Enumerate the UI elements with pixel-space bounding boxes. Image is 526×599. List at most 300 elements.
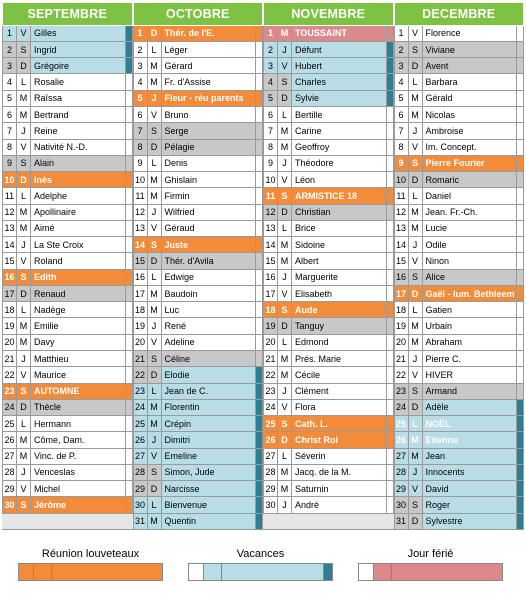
- vacation-flag: [126, 205, 133, 220]
- day-row: [2, 497, 133, 513]
- day-row: [2, 205, 133, 221]
- legend: [0, 547, 526, 587]
- saint-name: Thér. de l'E.: [162, 26, 257, 41]
- month-column-decembre: [394, 2, 525, 530]
- day-row: [2, 465, 133, 481]
- weekday-letter: S: [409, 42, 423, 57]
- saint-name: Venceslas: [31, 465, 126, 480]
- day-number: 28: [394, 465, 409, 480]
- saint-name: Renaud: [31, 286, 126, 301]
- day-number: 12: [2, 205, 17, 220]
- day-number: 2: [2, 42, 17, 57]
- vacation-flag: [517, 91, 524, 106]
- saint-name: Crépin: [162, 416, 257, 431]
- day-row: [263, 481, 394, 497]
- saint-name: Daniel: [423, 188, 518, 203]
- weekday-letter: D: [409, 514, 423, 529]
- saint-name: Urbain: [423, 318, 518, 333]
- day-row: [263, 497, 394, 513]
- saint-name: Alain: [31, 156, 126, 171]
- day-row: [133, 26, 264, 42]
- saint-name: André: [292, 497, 387, 512]
- day-number: 26: [2, 432, 17, 447]
- day-number: 20: [263, 335, 278, 350]
- day-number: 4: [394, 74, 409, 89]
- swatch-cell: [392, 564, 502, 580]
- saint-name: Matthieu: [31, 351, 126, 366]
- weekday-letter: L: [278, 107, 292, 122]
- swatch-cell: [359, 564, 374, 580]
- saint-name: Im. Concept.: [423, 140, 518, 155]
- day-number: 10: [133, 172, 148, 187]
- saint-name: Théodore: [292, 156, 387, 171]
- saint-name: Odile: [423, 237, 518, 252]
- day-row: [263, 237, 394, 253]
- saint-name: Charles: [292, 74, 387, 89]
- weekday-letter: M: [278, 237, 292, 252]
- saint-name: Gatien: [423, 302, 518, 317]
- day-number: 18: [133, 302, 148, 317]
- day-row: [133, 42, 264, 58]
- day-number: 15: [2, 253, 17, 268]
- weekday-letter: S: [17, 156, 31, 171]
- vacation-flag: [256, 123, 263, 138]
- saint-name: Geoffroy: [292, 140, 387, 155]
- day-number: 10: [263, 172, 278, 187]
- vacation-flag: [387, 351, 394, 366]
- day-row: [263, 26, 394, 42]
- saint-name: Elisabeth: [292, 286, 387, 301]
- vacation-flag: [517, 42, 524, 57]
- day-number: 26: [133, 432, 148, 447]
- day-row: [263, 351, 394, 367]
- day-row: [263, 205, 394, 221]
- vacation-flag: [517, 205, 524, 220]
- saint-name: Aude: [292, 302, 387, 317]
- day-row: [263, 74, 394, 90]
- day-number: 19: [394, 318, 409, 333]
- saint-name: Ambroise: [423, 123, 518, 138]
- vacation-flag: [387, 58, 394, 73]
- weekday-letter: D: [278, 318, 292, 333]
- day-row: [394, 188, 525, 204]
- vacation-flag: [256, 74, 263, 89]
- weekday-letter: D: [278, 91, 292, 106]
- day-number: 19: [133, 318, 148, 333]
- vacation-flag: [126, 172, 133, 187]
- legend-vacances-swatch: [188, 563, 333, 581]
- vacation-flag: [126, 253, 133, 268]
- saint-name: Dimitri: [162, 432, 257, 447]
- day-number: 14: [394, 237, 409, 252]
- day-row: [133, 400, 264, 416]
- vacation-flag: [256, 107, 263, 122]
- weekday-letter: V: [409, 140, 423, 155]
- vacation-flag: [517, 497, 524, 512]
- weekday-letter: D: [17, 286, 31, 301]
- day-row: [394, 318, 525, 334]
- day-row: [394, 172, 525, 188]
- weekday-letter: [278, 514, 292, 529]
- vacation-flag: [387, 318, 394, 333]
- weekday-letter: S: [409, 497, 423, 512]
- weekday-letter: L: [409, 302, 423, 317]
- swatch-cell: [52, 564, 162, 580]
- saint-name: Narcisse: [162, 481, 257, 496]
- weekday-letter: S: [278, 302, 292, 317]
- saint-name: Ninon: [423, 253, 518, 268]
- day-row: [263, 140, 394, 156]
- weekday-letter: S: [409, 156, 423, 171]
- vacation-flag: [517, 302, 524, 317]
- weekday-letter: M: [148, 302, 162, 317]
- day-number: 26: [394, 432, 409, 447]
- saint-name: Tanguy: [292, 318, 387, 333]
- swatch-cell: [204, 564, 222, 580]
- day-row: [2, 156, 133, 172]
- day-number: 9: [263, 156, 278, 171]
- vacation-flag: [256, 497, 263, 512]
- weekday-letter: S: [278, 74, 292, 89]
- weekday-letter: J: [148, 205, 162, 220]
- vacation-flag: [126, 351, 133, 366]
- day-number: 23: [133, 384, 148, 399]
- vacation-flag: [126, 481, 133, 496]
- weekday-letter: M: [148, 172, 162, 187]
- day-number: 30: [2, 497, 17, 512]
- day-number: 25: [394, 416, 409, 431]
- saint-name: Séverin: [292, 449, 387, 464]
- weekday-letter: M: [17, 221, 31, 236]
- saint-name: David: [423, 481, 518, 496]
- day-row: [394, 351, 525, 367]
- saint-name: Ingrid: [31, 42, 126, 57]
- day-row: [2, 58, 133, 74]
- day-number: 10: [2, 172, 17, 187]
- saint-name: Thècle: [31, 400, 126, 415]
- day-number: 17: [263, 286, 278, 301]
- weekday-letter: D: [17, 400, 31, 415]
- weekday-letter: J: [409, 237, 423, 252]
- day-number: [263, 514, 278, 529]
- day-row: [394, 465, 525, 481]
- day-number: 5: [133, 91, 148, 106]
- legend-reunion: [18, 547, 163, 581]
- saint-name: Prés. Marie: [292, 351, 387, 366]
- vacation-flag: [387, 123, 394, 138]
- day-row: [2, 335, 133, 351]
- day-number: 15: [394, 253, 409, 268]
- saint-name: René: [162, 318, 257, 333]
- saint-name: Gérald: [423, 91, 518, 106]
- vacation-flag: [387, 449, 394, 464]
- day-number: 29: [2, 481, 17, 496]
- day-number: 11: [263, 188, 278, 203]
- weekday-letter: V: [148, 449, 162, 464]
- vacation-flag: [387, 302, 394, 317]
- day-row: [133, 74, 264, 90]
- saint-name: Céline: [162, 351, 257, 366]
- day-number: 9: [2, 156, 17, 171]
- day-row: [263, 432, 394, 448]
- vacation-flag: [126, 42, 133, 57]
- weekday-letter: S: [17, 497, 31, 512]
- weekday-letter: L: [409, 74, 423, 89]
- day-row: [263, 156, 394, 172]
- weekday-letter: J: [278, 270, 292, 285]
- saint-name: Roland: [31, 253, 126, 268]
- day-number: 7: [263, 123, 278, 138]
- weekday-letter: S: [278, 416, 292, 431]
- saint-name: Rosalie: [31, 74, 126, 89]
- day-number: 15: [133, 253, 148, 268]
- weekday-letter: D: [148, 481, 162, 496]
- day-number: 23: [263, 384, 278, 399]
- weekday-letter: M: [409, 318, 423, 333]
- day-row: [263, 270, 394, 286]
- vacation-flag: [387, 465, 394, 480]
- saint-name: Pierre C.: [423, 351, 518, 366]
- saint-name: Flora: [292, 400, 387, 415]
- month-column-octobre: [133, 2, 264, 530]
- weekday-letter: V: [409, 26, 423, 41]
- saint-name: Gaël - lum. Bethleem: [423, 286, 518, 301]
- weekday-letter: L: [278, 449, 292, 464]
- saint-name: Alice: [423, 270, 518, 285]
- vacation-flag: [256, 91, 263, 106]
- vacation-flag: [126, 432, 133, 447]
- saint-name: TOUSSAINT: [292, 26, 387, 41]
- vacation-flag: [256, 416, 263, 431]
- day-row: [263, 188, 394, 204]
- vacation-flag: [126, 335, 133, 350]
- day-number: 2: [394, 42, 409, 57]
- weekday-letter: V: [17, 481, 31, 496]
- day-row: [133, 335, 264, 351]
- weekday-letter: M: [17, 107, 31, 122]
- day-number: 6: [133, 107, 148, 122]
- day-number: 13: [394, 221, 409, 236]
- vacation-flag: [126, 270, 133, 285]
- saint-name: Juste: [162, 237, 257, 252]
- legend-vacances: [188, 547, 333, 581]
- day-row: [263, 465, 394, 481]
- saint-name: ARMISTICE 18: [292, 188, 387, 203]
- day-row: [2, 140, 133, 156]
- saint-name: Géraud: [162, 221, 257, 236]
- day-row: [263, 253, 394, 269]
- day-number: 23: [2, 384, 17, 399]
- saint-name: Clément: [292, 384, 387, 399]
- day-number: 24: [263, 400, 278, 415]
- weekday-letter: J: [17, 237, 31, 252]
- weekday-letter: M: [278, 465, 292, 480]
- saint-name: Gérard: [162, 58, 257, 73]
- day-number: 3: [2, 58, 17, 73]
- day-row: [2, 172, 133, 188]
- day-number: 21: [2, 351, 17, 366]
- saint-name: Innocents: [423, 465, 518, 480]
- legend-reunion-label: Réunion louveteaux: [41, 548, 140, 560]
- weekday-letter: D: [409, 286, 423, 301]
- day-number: 18: [394, 302, 409, 317]
- day-row: [394, 270, 525, 286]
- vacation-flag: [256, 188, 263, 203]
- day-row: [133, 416, 264, 432]
- saint-name: Lucie: [423, 221, 518, 236]
- day-number: 30: [263, 497, 278, 512]
- weekday-letter: M: [17, 449, 31, 464]
- weekday-letter: L: [409, 188, 423, 203]
- weekday-letter: M: [409, 91, 423, 106]
- vacation-flag: [387, 432, 394, 447]
- day-row: [263, 367, 394, 383]
- vacation-flag: [517, 123, 524, 138]
- weekday-letter: J: [409, 351, 423, 366]
- day-row: [263, 384, 394, 400]
- saint-name: Grégoire: [31, 58, 126, 73]
- day-row: [2, 416, 133, 432]
- day-number: 11: [2, 188, 17, 203]
- day-number: 17: [394, 286, 409, 301]
- day-row: [133, 514, 264, 530]
- weekday-letter: L: [148, 497, 162, 512]
- day-row: [2, 74, 133, 90]
- vacation-flag: [517, 74, 524, 89]
- saint-name: Nativité N.-D.: [31, 140, 126, 155]
- weekday-letter: M: [17, 205, 31, 220]
- vacation-flag: [256, 221, 263, 236]
- weekday-letter: S: [409, 270, 423, 285]
- day-row: [394, 302, 525, 318]
- day-number: 1: [394, 26, 409, 41]
- day-number: 16: [394, 270, 409, 285]
- day-row: [133, 286, 264, 302]
- vacation-flag: [256, 318, 263, 333]
- day-number: 31: [394, 514, 409, 529]
- weekday-letter: D: [278, 205, 292, 220]
- day-number: 8: [2, 140, 17, 155]
- weekday-letter: V: [17, 140, 31, 155]
- day-row: [133, 302, 264, 318]
- saint-name: Raïssa: [31, 91, 126, 106]
- day-row: [394, 26, 525, 42]
- day-number: 11: [394, 188, 409, 203]
- vacation-flag: [387, 270, 394, 285]
- day-number: 2: [263, 42, 278, 57]
- vacation-flag: [517, 26, 524, 41]
- day-number: 22: [263, 367, 278, 382]
- weekday-letter: V: [17, 26, 31, 41]
- saint-name: Vinc. de P.: [31, 449, 126, 464]
- vacation-flag: [126, 367, 133, 382]
- vacation-flag: [517, 481, 524, 496]
- vacation-flag: [256, 42, 263, 57]
- day-row: [2, 432, 133, 448]
- saint-name: Roger: [423, 497, 518, 512]
- saint-name: Albert: [292, 253, 387, 268]
- vacation-flag: [387, 188, 394, 203]
- vacation-flag: [126, 156, 133, 171]
- day-number: 23: [394, 384, 409, 399]
- day-number: 24: [133, 400, 148, 415]
- day-row: [133, 432, 264, 448]
- weekday-letter: S: [148, 123, 162, 138]
- day-row: [2, 286, 133, 302]
- day-row: [2, 123, 133, 139]
- weekday-letter: V: [148, 335, 162, 350]
- weekday-letter: L: [148, 42, 162, 57]
- day-number: 14: [133, 237, 148, 252]
- vacation-flag: [256, 449, 263, 464]
- saint-name: Inès: [31, 172, 126, 187]
- saint-name: Marguerite: [292, 270, 387, 285]
- day-number: 29: [263, 481, 278, 496]
- day-row: [133, 270, 264, 286]
- day-row: [2, 26, 133, 42]
- day-row: [2, 384, 133, 400]
- day-number: 2: [133, 42, 148, 57]
- day-row: [394, 400, 525, 416]
- weekday-letter: M: [148, 416, 162, 431]
- weekday-letter: J: [278, 497, 292, 512]
- weekday-letter: J: [148, 432, 162, 447]
- day-row: [394, 367, 525, 383]
- weekday-letter: M: [148, 188, 162, 203]
- day-row: [2, 302, 133, 318]
- vacation-flag: [126, 58, 133, 73]
- saint-name: Léon: [292, 172, 387, 187]
- weekday-letter: M: [278, 253, 292, 268]
- day-number: 21: [394, 351, 409, 366]
- saint-name: Adèle: [423, 400, 518, 415]
- saint-name: Quentin: [162, 514, 257, 529]
- saint-name: Florentin: [162, 400, 257, 415]
- day-row: [394, 286, 525, 302]
- day-number: 12: [263, 205, 278, 220]
- saint-name: Bertille: [292, 107, 387, 122]
- vacation-flag: [256, 270, 263, 285]
- saint-name: Brice: [292, 221, 387, 236]
- weekday-letter: D: [148, 26, 162, 41]
- swatch-cell: [222, 564, 324, 580]
- day-number: 18: [263, 302, 278, 317]
- vacation-flag: [517, 172, 524, 187]
- weekday-letter: V: [17, 253, 31, 268]
- saint-name: Edmond: [292, 335, 387, 350]
- day-row: [394, 237, 525, 253]
- vacation-flag: [387, 367, 394, 382]
- weekday-letter: S: [278, 188, 292, 203]
- day-number: 6: [394, 107, 409, 122]
- day-row: [263, 107, 394, 123]
- weekday-letter: M: [278, 140, 292, 155]
- vacation-flag: [517, 400, 524, 415]
- vacation-flag: [517, 335, 524, 350]
- weekday-letter: M: [278, 123, 292, 138]
- day-row: [263, 58, 394, 74]
- day-number: 7: [2, 123, 17, 138]
- vacation-flag: [126, 384, 133, 399]
- vacation-flag: [256, 302, 263, 317]
- day-number: 17: [133, 286, 148, 301]
- day-number: 29: [394, 481, 409, 496]
- day-number: [2, 514, 17, 529]
- weekday-letter: J: [17, 465, 31, 480]
- day-number: 25: [2, 416, 17, 431]
- day-number: 19: [263, 318, 278, 333]
- saint-name: Baudoin: [162, 286, 257, 301]
